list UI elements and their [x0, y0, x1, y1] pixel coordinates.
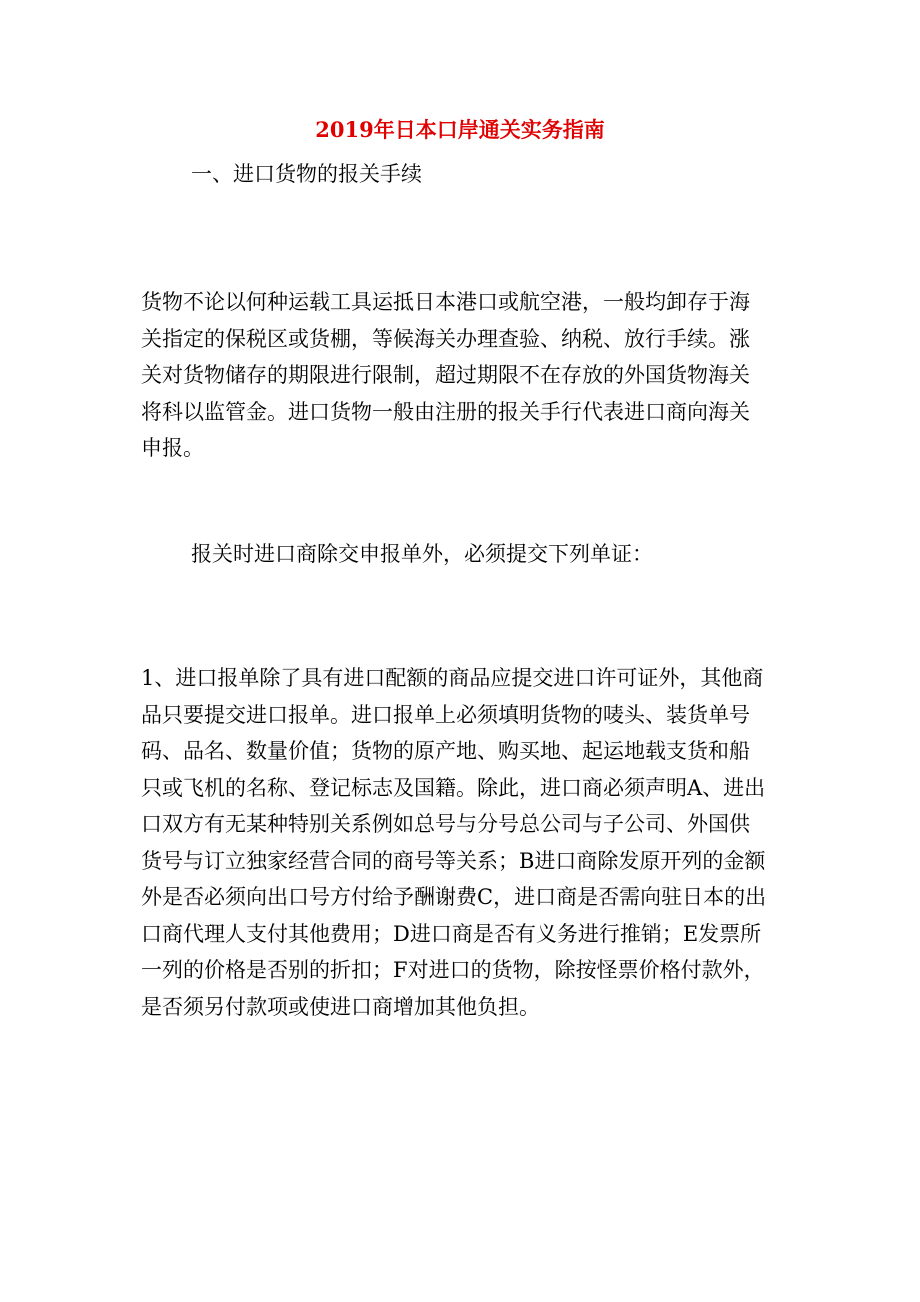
paragraph-line: 货号与订立独家经营合同的商号等关系；B进口商除发原开列的金额 — [141, 848, 766, 873]
paragraph-line: 货物不论以何种运载工具运抵日本港口或航空港，一般均卸存于海 — [141, 290, 750, 314]
paragraph-line: 外是否必须向出口号方付给予酬谢费C，进口商是否需向驻日本的出 — [141, 885, 767, 909]
paragraph-line: 将科以监管金。进口货物一般由注册的报关手行代表进口商向海关 — [141, 399, 750, 424]
paragraph-line: 品只要提交进口报单。进口报单上必须填明货物的唛头、装货单号 — [141, 702, 750, 727]
paragraph-line: 关指定的保税区或货棚，等候海关办理查验、纳税、放行手续。涨 — [141, 326, 750, 351]
section-heading: 一、进口货物的报关手续 — [191, 162, 422, 186]
paragraph-line: 口双方有无某种特别关系例如总号与分号总公司与子公司、外国供 — [141, 812, 750, 836]
paragraph-line: 口商代理人支付其他费用；D进口商是否有义务进行推销；E发票所 — [141, 921, 762, 946]
paragraph-line: 1、进口报单除了具有进口配额的商品应提交进口许可证外，其他商 — [141, 666, 764, 690]
paragraph-import-declaration — [141, 660, 781, 1025]
documents-required-lead: 报关时进口商除交申报单外，必须提交下列单证： — [191, 542, 653, 566]
paragraph-customs-storage — [141, 284, 781, 467]
document-title: 2019年日本口岸通关实务指南 — [315, 117, 605, 142]
paragraph-line: 只或飞机的名称、登记标志及国籍。除此，进口商必须声明A、进出 — [141, 775, 766, 800]
paragraph-line: 关对货物储存的期限进行限制，超过期限不在存放的外国货物海关 — [141, 363, 750, 387]
paragraph-line: 一列的价格是否别的折扣；F对进口的货物，除按怪票价格付款外， — [141, 958, 765, 982]
paragraph-line: 申报。 — [141, 436, 204, 460]
paragraph-line: 码、品名、数量价值；货物的原产地、购买地、起运地载支货和船 — [141, 739, 750, 763]
paragraph-line: 是否须另付款项或使进口商增加其他负担。 — [141, 994, 540, 1019]
